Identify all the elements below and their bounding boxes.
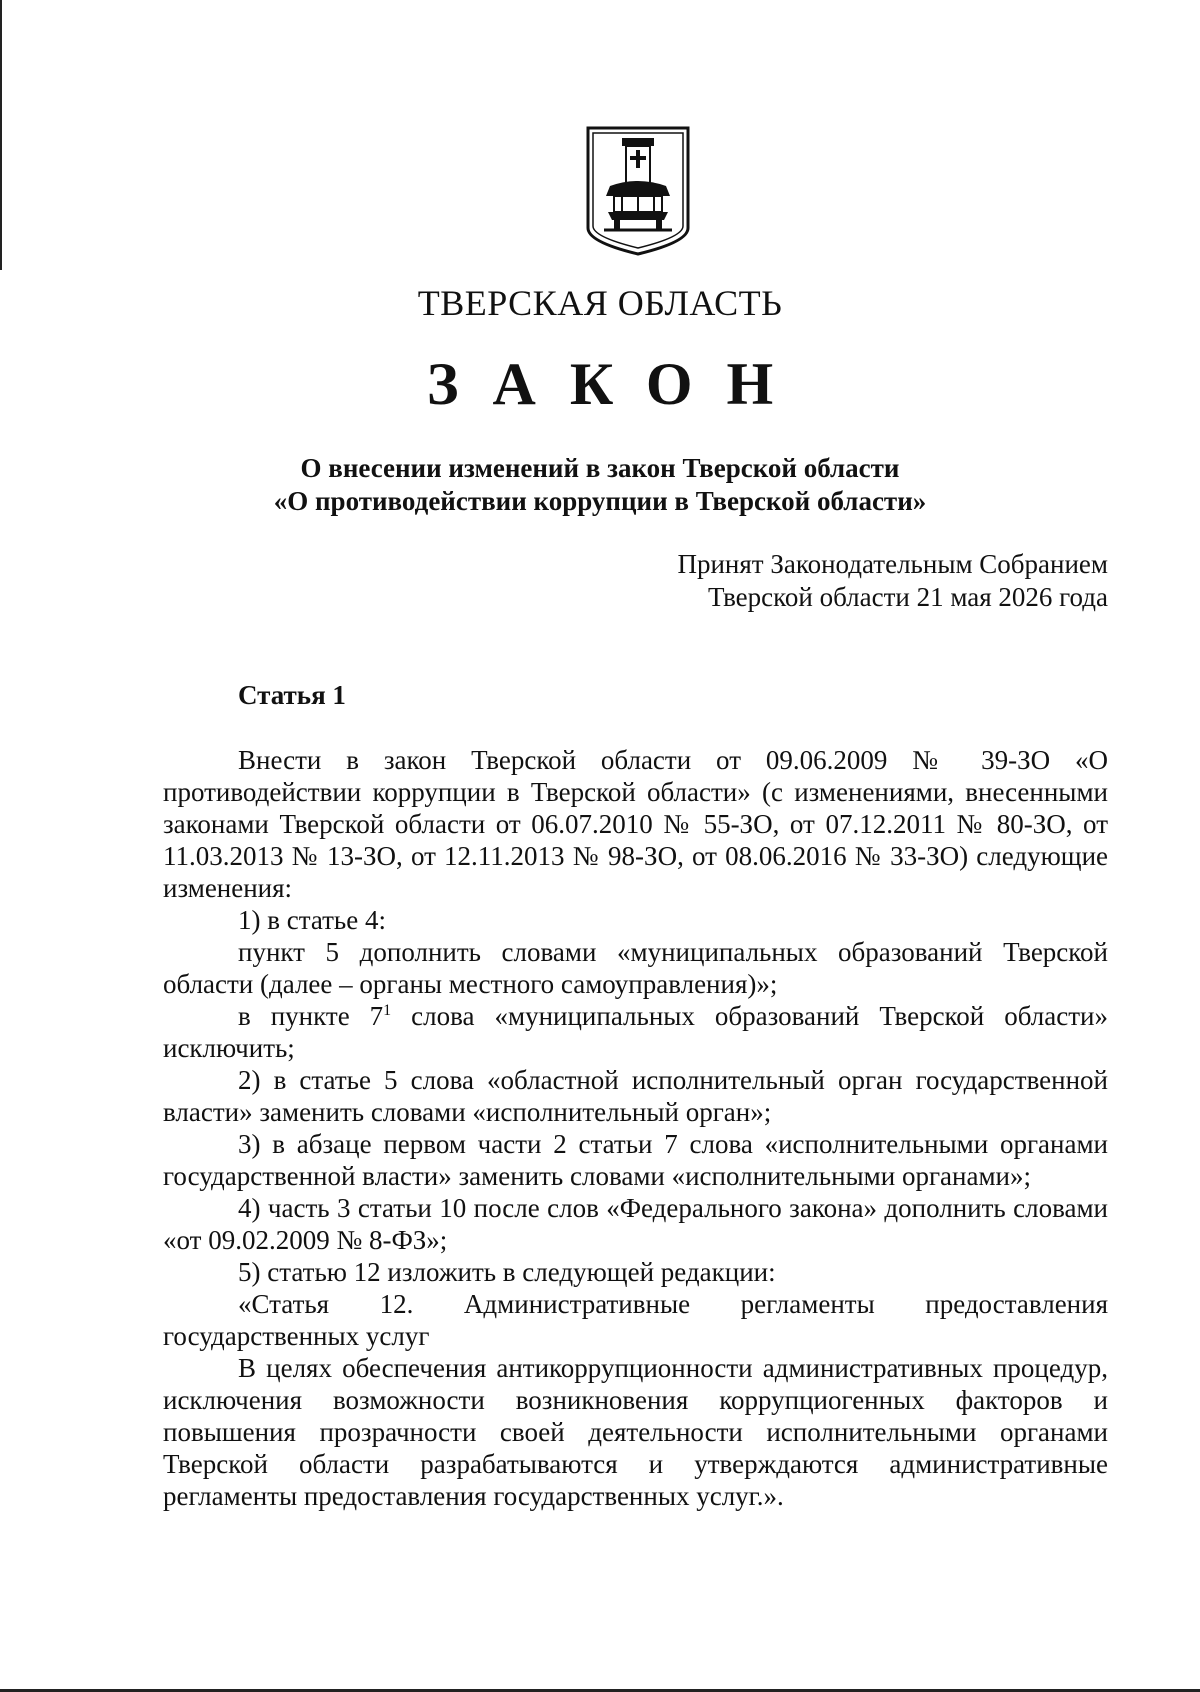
item-1b-superscript: 1	[383, 1002, 392, 1019]
scan-edge-left	[0, 0, 2, 270]
paragraph-item-1: 1) в статье 4:	[238, 905, 386, 935]
adoption-note	[677, 548, 1108, 614]
tver-coat-of-arms-icon	[584, 124, 692, 258]
paragraph-item-1b	[163, 1000, 1108, 1064]
paragraph-item-2: 2) в статье 5 слова «областной исполнительный орган государственной власти» заменить словами «исполнительный орган»;	[163, 1065, 1108, 1127]
region-name: ТВЕРСКАЯ ОБЛАСТЬ	[417, 283, 783, 323]
article-heading: Статья 1	[238, 680, 346, 710]
item-1b-after: слова «муниципальных образований Тверской области» исключить;	[163, 1001, 1108, 1063]
article-body	[163, 744, 1108, 1512]
paragraph-item-1a: пункт 5 дополнить словами «муниципальных образований Тверской области (далее – органы местного самоуправления)»;	[163, 937, 1108, 999]
law-subject	[0, 452, 1200, 518]
paragraph-article-12-text: В целях обеспечения антикоррупционности административных процедур, исключения возможности возникновения коррупциогенных факторов и повышения прозрачности своей деятельности исполнительными органами Тверской области разрабатываются и утверждаются административные регламенты предоставления государственных услуг.».	[163, 1353, 1108, 1511]
paragraph-item-4: 4) часть 3 статьи 10 после слов «Федерального закона» дополнить словами «от 09.02.2009 № 8-ФЗ»;	[163, 1193, 1108, 1255]
paragraph-intro: Внести в закон Тверской области от 09.06.2009 № 39-ЗО «О противодействии коррупции в Тверской области» (с изменениями, внесенными законами Тверской области от 06.07.2010 № 55-ЗО, от 07.12.2011 № 80-ЗО, от 11.03.2013 № 13-ЗО, от 12.11.2013 № 98-ЗО, от 08.06.2016 № 33-ЗО) следующие изменения:	[163, 745, 1108, 903]
document-title: ЗАКОН	[426, 351, 808, 417]
item-1b-before: в пункте 7	[238, 1001, 384, 1031]
subject-line-2: «О противодействии коррупции в Тверской области»	[273, 486, 927, 516]
paragraph-article-12-heading: «Статья 12. Административные регламенты предоставления государственных услуг	[163, 1289, 1108, 1351]
paragraph-item-3: 3) в абзаце первом части 2 статьи 7 слова «исполнительными органами государственной власти» заменить словами «исполнительными органами»;	[163, 1129, 1108, 1191]
paragraph-item-5: 5) статью 12 изложить в следующей редакции:	[238, 1257, 776, 1287]
adoption-line-1: Принят Законодательным Собранием	[677, 549, 1108, 579]
subject-line-1: О внесении изменений в закон Тверской области	[300, 453, 900, 483]
adoption-line-2: Тверской области 21 мая 2026 года	[707, 582, 1108, 612]
